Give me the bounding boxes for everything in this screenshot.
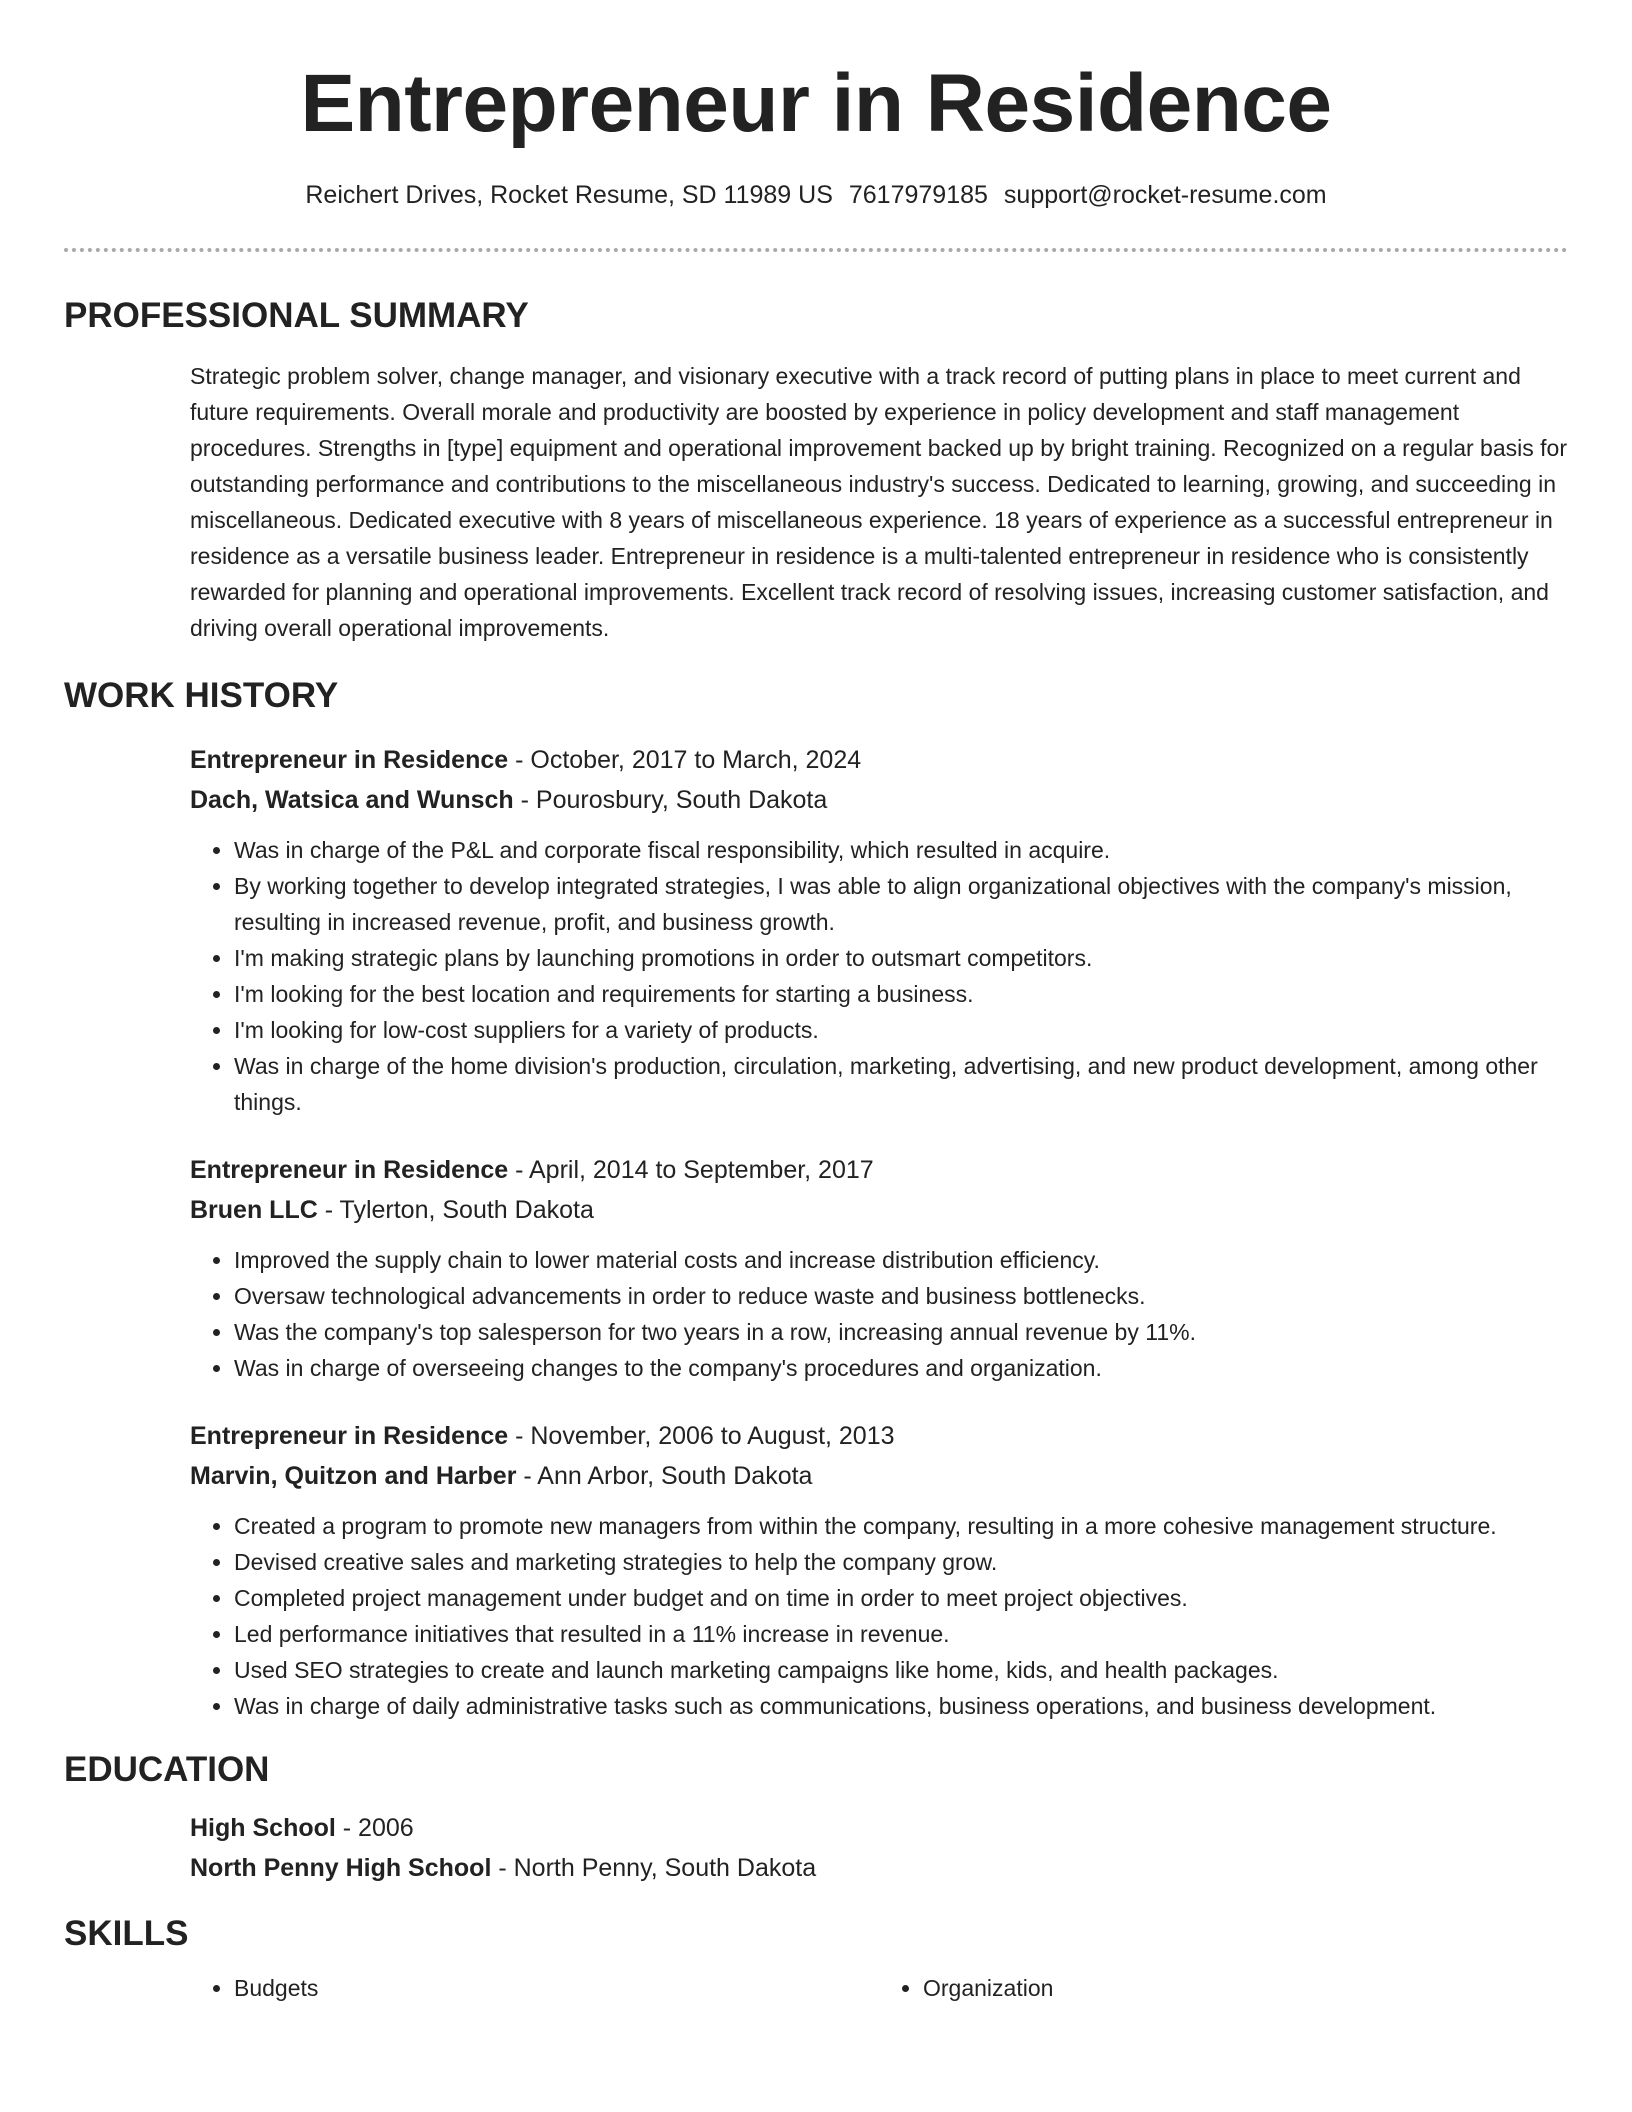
skill-item: • Organization	[923, 1970, 1568, 2006]
company-line	[190, 782, 1568, 818]
skill-item: • Budgets	[234, 1970, 879, 2006]
summary-heading: PROFESSIONAL SUMMARY	[64, 296, 529, 335]
job-dates: - October, 2017 to March, 2024	[508, 746, 862, 774]
job-role: Entrepreneur in Residence	[190, 1156, 509, 1184]
education-school: North Penny High School	[190, 1854, 492, 1882]
job-bullets	[190, 1508, 1568, 1724]
contact-phone: 7617979185	[848, 181, 988, 209]
work-history-heading: WORK HISTORY	[64, 676, 339, 715]
company-name: Bruen LLC	[190, 1196, 318, 1224]
education-heading: EDUCATION	[64, 1750, 270, 1789]
job-bullet: • By working together to develop integrated strategies, I was able to align organizational objectives with the company's mission, resulting in increased revenue, profit, and business growth.	[234, 868, 1568, 940]
job-bullet: • Devised creative sales and marketing strategies to help the company grow.	[234, 1544, 1568, 1580]
contact-email: support@rocket-resume.com	[1003, 181, 1327, 209]
job-bullet: • Created a program to promote new managers from within the company, resulting in a more cohesive management structure.	[234, 1508, 1568, 1544]
job-bullet: • Was in charge of daily administrative tasks such as communications, business operations, and business development.	[234, 1688, 1568, 1724]
job-bullet: • Improved the supply chain to lower material costs and increase distribution efficiency.	[234, 1242, 1568, 1278]
job-bullet: • Was the company's top salesperson for two years in a row, increasing annual revenue by 11%.	[234, 1314, 1568, 1350]
job-entry	[190, 742, 1568, 1120]
work-history-section	[64, 674, 1568, 1724]
education-location: - North Penny, South Dakota	[491, 1854, 817, 1882]
job-entry	[190, 1152, 1568, 1386]
education-section	[64, 1748, 1568, 1886]
job-role: Entrepreneur in Residence	[190, 746, 509, 774]
contact-line	[64, 178, 1568, 212]
education-school-line	[190, 1850, 1568, 1886]
company-location: - Ann Arbor, South Dakota	[516, 1462, 813, 1490]
job-bullet: • Was in charge of the P&L and corporate fiscal responsibility, which resulted in acquire.	[234, 832, 1568, 868]
education-degree-line	[190, 1810, 1568, 1846]
summary-text: Strategic problem solver, change manager, and visionary executive with a track record of putting plans in place to meet current and future requirements. Overall morale and productivity are boosted by experience in policy development and staff management procedures. Strengths in [type] equipment and operational improvement backed up by bright training. Recognized on a regular basis for outstanding performance and contributions to the miscellaneous industry's success. Dedicated to learning, growing, and succeeding in miscellaneous. Dedicated executive with 8 years of miscellaneous experience. 18 years of experience as a successful entrepreneur in residence as a versatile business leader. Entrepreneur in residence is a multi-talented entrepreneur in residence who is consistently rewarded for planning and operational improvements. Excellent track record of resolving issues, increasing customer satisfaction, and driving overall operational improvements.	[190, 363, 1567, 641]
job-bullet: • Led performance initiatives that resulted in a 11% increase in revenue.	[234, 1616, 1568, 1652]
education-degree: High School	[190, 1814, 336, 1842]
education-year: - 2006	[335, 1814, 414, 1842]
job-title-line	[190, 1418, 1568, 1454]
job-bullet: • I'm making strategic plans by launching promotions in order to outsmart competitors.	[234, 940, 1568, 976]
job-entry	[190, 1418, 1568, 1724]
job-bullet: • I'm looking for the best location and requirements for starting a business.	[234, 976, 1568, 1012]
job-title-line	[190, 742, 1568, 778]
summary-section	[64, 294, 1568, 646]
skills-section	[64, 1912, 1568, 2006]
contact-address: Reichert Drives, Rocket Resume, SD 11989 US	[305, 181, 833, 209]
job-bullet: • Used SEO strategies to create and launch marketing campaigns like home, kids, and health packages.	[234, 1652, 1568, 1688]
job-dates: - April, 2014 to September, 2017	[508, 1156, 874, 1184]
skills-column-right	[879, 1970, 1568, 2006]
job-title-line	[190, 1152, 1568, 1188]
company-line	[190, 1458, 1568, 1494]
job-bullet: • I'm looking for low-cost suppliers for a variety of products.	[234, 1012, 1568, 1048]
job-bullet: • Oversaw technological advancements in order to reduce waste and business bottlenecks.	[234, 1278, 1568, 1314]
resume-name: Entrepreneur in Residence	[300, 58, 1332, 149]
job-bullets	[190, 1242, 1568, 1386]
company-line	[190, 1192, 1568, 1228]
job-role: Entrepreneur in Residence	[190, 1422, 509, 1450]
job-bullet: • Completed project management under budget and on time in order to meet project objectives.	[234, 1580, 1568, 1616]
education-entry	[190, 1810, 1568, 1886]
company-location: - Tylerton, South Dakota	[317, 1196, 594, 1224]
job-bullet: • Was in charge of the home division's production, circulation, marketing, advertising, and new product development, among other things.	[234, 1048, 1568, 1120]
job-bullets	[190, 832, 1568, 1120]
company-name: Dach, Watsica and Wunsch	[190, 786, 514, 814]
company-name: Marvin, Quitzon and Harber	[190, 1462, 517, 1490]
skills-grid	[190, 1970, 1568, 2006]
skills-heading: SKILLS	[64, 1914, 189, 1953]
company-location: - Pourosbury, South Dakota	[513, 786, 828, 814]
job-bullet: • Was in charge of overseeing changes to the company's procedures and organization.	[234, 1350, 1568, 1386]
header-divider	[64, 248, 1568, 252]
job-dates: - November, 2006 to August, 2013	[508, 1422, 895, 1450]
skills-column-left	[190, 1970, 879, 2006]
resume-page	[64, 0, 1568, 2006]
